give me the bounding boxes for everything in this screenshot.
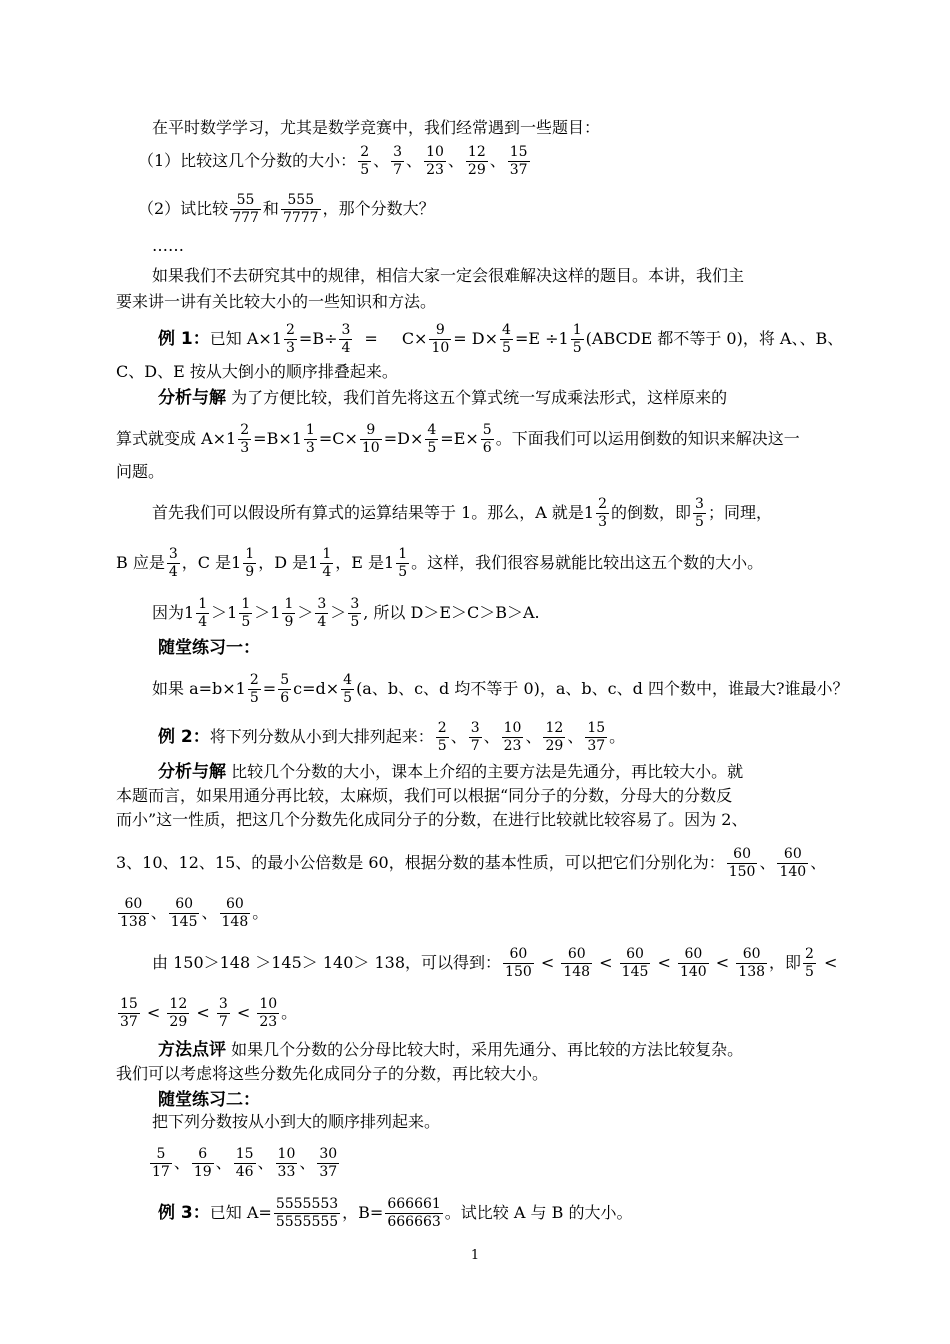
analysis-2-l7: $\frac{15}{37}$ < $\frac{12}{29}$ < $\frac{3}{7}$ < $\frac{10}{23}$ 。 — [120, 996, 298, 1030]
example-1: 例 1：已知 A×1 $\frac{2}{3}$ =B÷ $\frac{3}{4}$ = C× $\frac{9}{10}$ = D× $\frac{4}{5}$ =E ÷1 $\frac{1}{5}$ (ABCDE 都不等于 0)，将 A、、B、 — [158, 322, 844, 356]
practice-2-text: 把下列分数按从小到大的顺序排列起来。 — [152, 1112, 441, 1131]
analysis-2-l2: 本题而言，如果用通分再比较，太麻烦，我们可以根据“同分子的分数，分母大的分数反 — [116, 786, 733, 805]
fraction: $\frac{10}{23}$ — [503, 720, 522, 754]
fraction: $\frac{10}{33}$ — [277, 1146, 296, 1180]
analysis-1: 分析与解 为了方便比较，我们首先将这五个算式统一写成乘法形式，这样原来的 — [158, 388, 728, 408]
fraction: $\frac{30}{37}$ — [319, 1146, 338, 1180]
fraction: $\frac{60}{148}$ — [563, 946, 591, 980]
analysis-1-line3: 问题。 — [116, 462, 165, 481]
paragraph: 要来讲一讲有关比较大小的一些知识和方法。 — [116, 292, 437, 311]
fraction: $\frac{10}{23}$ — [259, 996, 278, 1030]
fraction: $\frac{3}{7}$ — [470, 720, 480, 754]
analysis-1-p1: 首先我们可以假设所有算式的运算结果等于 1。那么，A 就是1 $\frac{2}{3}$ 的倒数，即 $\frac{3}{5}$ ；同理， — [152, 496, 772, 530]
fraction: $\frac{55}{777}$ — [232, 192, 259, 226]
example-label: 例 1： — [158, 329, 210, 349]
practice-1-text: 如果 a=b×1 $\frac{2}{5}$ = $\frac{5}{6}$ c=d× $\frac{4}{5}$ (a、b、c、d 均不等于 0)，a、b、c、d 四个数中，谁最大?谁最小？ — [152, 672, 849, 706]
question-1 — [138, 144, 532, 179]
q1-fractions: $\frac{2}{5}$ 、 $\frac{3}{7}$ 、 $\frac{10}{23}$ 、 $\frac{12}{29}$ 、 $\frac{15}{37}$ — [360, 144, 528, 178]
analysis-2-l6: 由 150＞148 ＞145＞ 140＞ 138，可以得到： $\frac{60}{150}$ < $\frac{60}{148}$ < $\frac{60}{145}$ < $\frac{60}{140}$ < $\frac{60}{138}$ ，即 $\frac{2}{5}$ < — [152, 946, 838, 980]
fraction: $\frac{6}{19}$ — [193, 1146, 212, 1180]
fraction: $\frac{5}{17}$ — [152, 1146, 170, 1180]
example-3: 例 3：已知 A= $\frac{5555553}{5555555}$ ，B= $\frac{666661}{666663}$ 。试比较 A 与 B 的大小。 — [158, 1196, 633, 1230]
intro-line: 在平时数学学习，尤其是数学竞赛中，我们经常遇到一些题目： — [152, 118, 601, 137]
practice-2-fractions: $\frac{5}{17}$ 、 $\frac{6}{19}$ 、 $\frac{15}{46}$ 、 $\frac{10}{33}$ 、 $\frac{30}{37}$ — [152, 1146, 338, 1180]
fraction: $\frac{10}{23}$ — [426, 144, 444, 178]
fraction: $\frac{60}{138}$ — [120, 896, 147, 930]
method-comment-l2: 我们可以考虑将这些分数先化成同分子的分数，再比较大小。 — [116, 1064, 549, 1083]
fraction: $\frac{60}{138}$ — [738, 946, 766, 980]
fraction: $\frac{60}{145}$ — [621, 946, 649, 980]
example-1-line2: C、D、E 按从大倒小的顺序排叠起来。 — [116, 362, 398, 381]
example-2: 例 2：将下列分数从小到大排列起来： $\frac{2}{5}$ 、 $\frac{3}{7}$ 、 $\frac{10}{23}$ 、 $\frac{12}{29}$ 、 $\frac{15}{37}$ 。 — [158, 720, 626, 754]
fraction: $\frac{15}{37}$ — [509, 144, 528, 178]
question-2: （2）试比较 $\frac{55}{777}$ 和 $\frac{555}{7777}$ ，那个分数大？ — [138, 192, 435, 226]
practice-1-heading: 随堂练习一： — [158, 638, 260, 658]
page-number: 1 — [470, 1248, 480, 1263]
fraction: $\frac{15}{37}$ — [587, 720, 606, 754]
q1-label: （1）比较这几个分数的大小： — [138, 151, 357, 170]
fraction: $\frac{12}{29}$ — [467, 144, 486, 178]
analysis-2-l3: 而小”这一性质，把这几个分数先化成同分子的分数，在进行比较就比较容易了。因为 2、 — [116, 810, 748, 829]
ellipsis: …… — [152, 236, 184, 255]
fraction: $\frac{15}{46}$ — [235, 1146, 254, 1180]
fraction: $\frac{60}{145}$ — [170, 896, 198, 930]
paragraph: 如果我们不去研究其中的规律，相信大家一定会很难解决这样的题目。本讲，我们主 — [152, 266, 745, 285]
practice-2-heading: 随堂练习二： — [158, 1090, 260, 1110]
fraction: $\frac{2}{5}$ — [437, 720, 447, 754]
fraction: $\frac{60}{140}$ — [779, 846, 807, 880]
analysis-2-l1: 分析与解 比较几个分数的大小，课本上介绍的主要方法是先通分，再比较大小。就 — [158, 762, 744, 782]
fraction: $\frac{12}{29}$ — [545, 720, 564, 754]
fraction: $\frac{60}{140}$ — [679, 946, 707, 980]
fraction: $\frac{555}{7777}$ — [282, 192, 319, 226]
fraction: $\frac{15}{37}$ — [120, 996, 138, 1030]
fraction: $\frac{3}{7}$ — [218, 996, 228, 1030]
analysis-2-l4: 3、10、12、15、的最小公倍数是 60，根据分数的基本性质，可以把它们分别化为： $\frac{60}{150}$ 、 $\frac{60}{140}$ 、 — [116, 846, 827, 880]
fraction: $\frac{60}{150}$ — [505, 946, 532, 980]
analysis-1-p3: 因为1 $\frac{1}{4}$ ＞1 $\frac{1}{5}$ ＞1 $\frac{1}{9}$ ＞ $\frac{3}{4}$ ＞ $\frac{3}{5}$ , 所以 D＞E＞C＞B＞A. — [152, 596, 540, 630]
method-comment: 方法点评 如果几个分数的公分母比较大时，采用先通分、再比较的方法比较复杂。 — [158, 1040, 744, 1060]
example-2-fractions: $\frac{2}{5}$ 、 $\frac{3}{7}$ 、 $\frac{10}{23}$ 、 $\frac{12}{29}$ 、 $\frac{15}{37}$ — [437, 720, 606, 754]
analysis-1-line2: 算式就变成 A×1 $\frac{2}{3}$ =B×1 $\frac{1}{3}$ =C× $\frac{9}{10}$ =D× $\frac{4}{5}$ =E× $\frac{5}{6}$ 。下面我们可以运用倒数的知识来解决这一 — [116, 422, 800, 456]
fraction: $\frac{60}{148}$ — [221, 896, 249, 930]
fraction: $\frac{3}{7}$ — [393, 144, 403, 178]
fraction: $\frac{60}{150}$ — [728, 846, 756, 880]
analysis-2-l5: $\frac{60}{138}$ 、 $\frac{60}{145}$ 、 $\frac{60}{148}$ 。 — [120, 896, 269, 930]
fraction: $\frac{2}{5}$ — [360, 144, 370, 178]
analysis-1-p2: B 应是 $\frac{3}{4}$ ，C 是1 $\frac{1}{9}$ ，D 是1 $\frac{1}{4}$ ，E 是1 $\frac{1}{5}$ 。这样，我们很容易就能比较出这五个数的大小。 — [116, 546, 764, 580]
fraction: $\frac{12}{29}$ — [169, 996, 188, 1030]
